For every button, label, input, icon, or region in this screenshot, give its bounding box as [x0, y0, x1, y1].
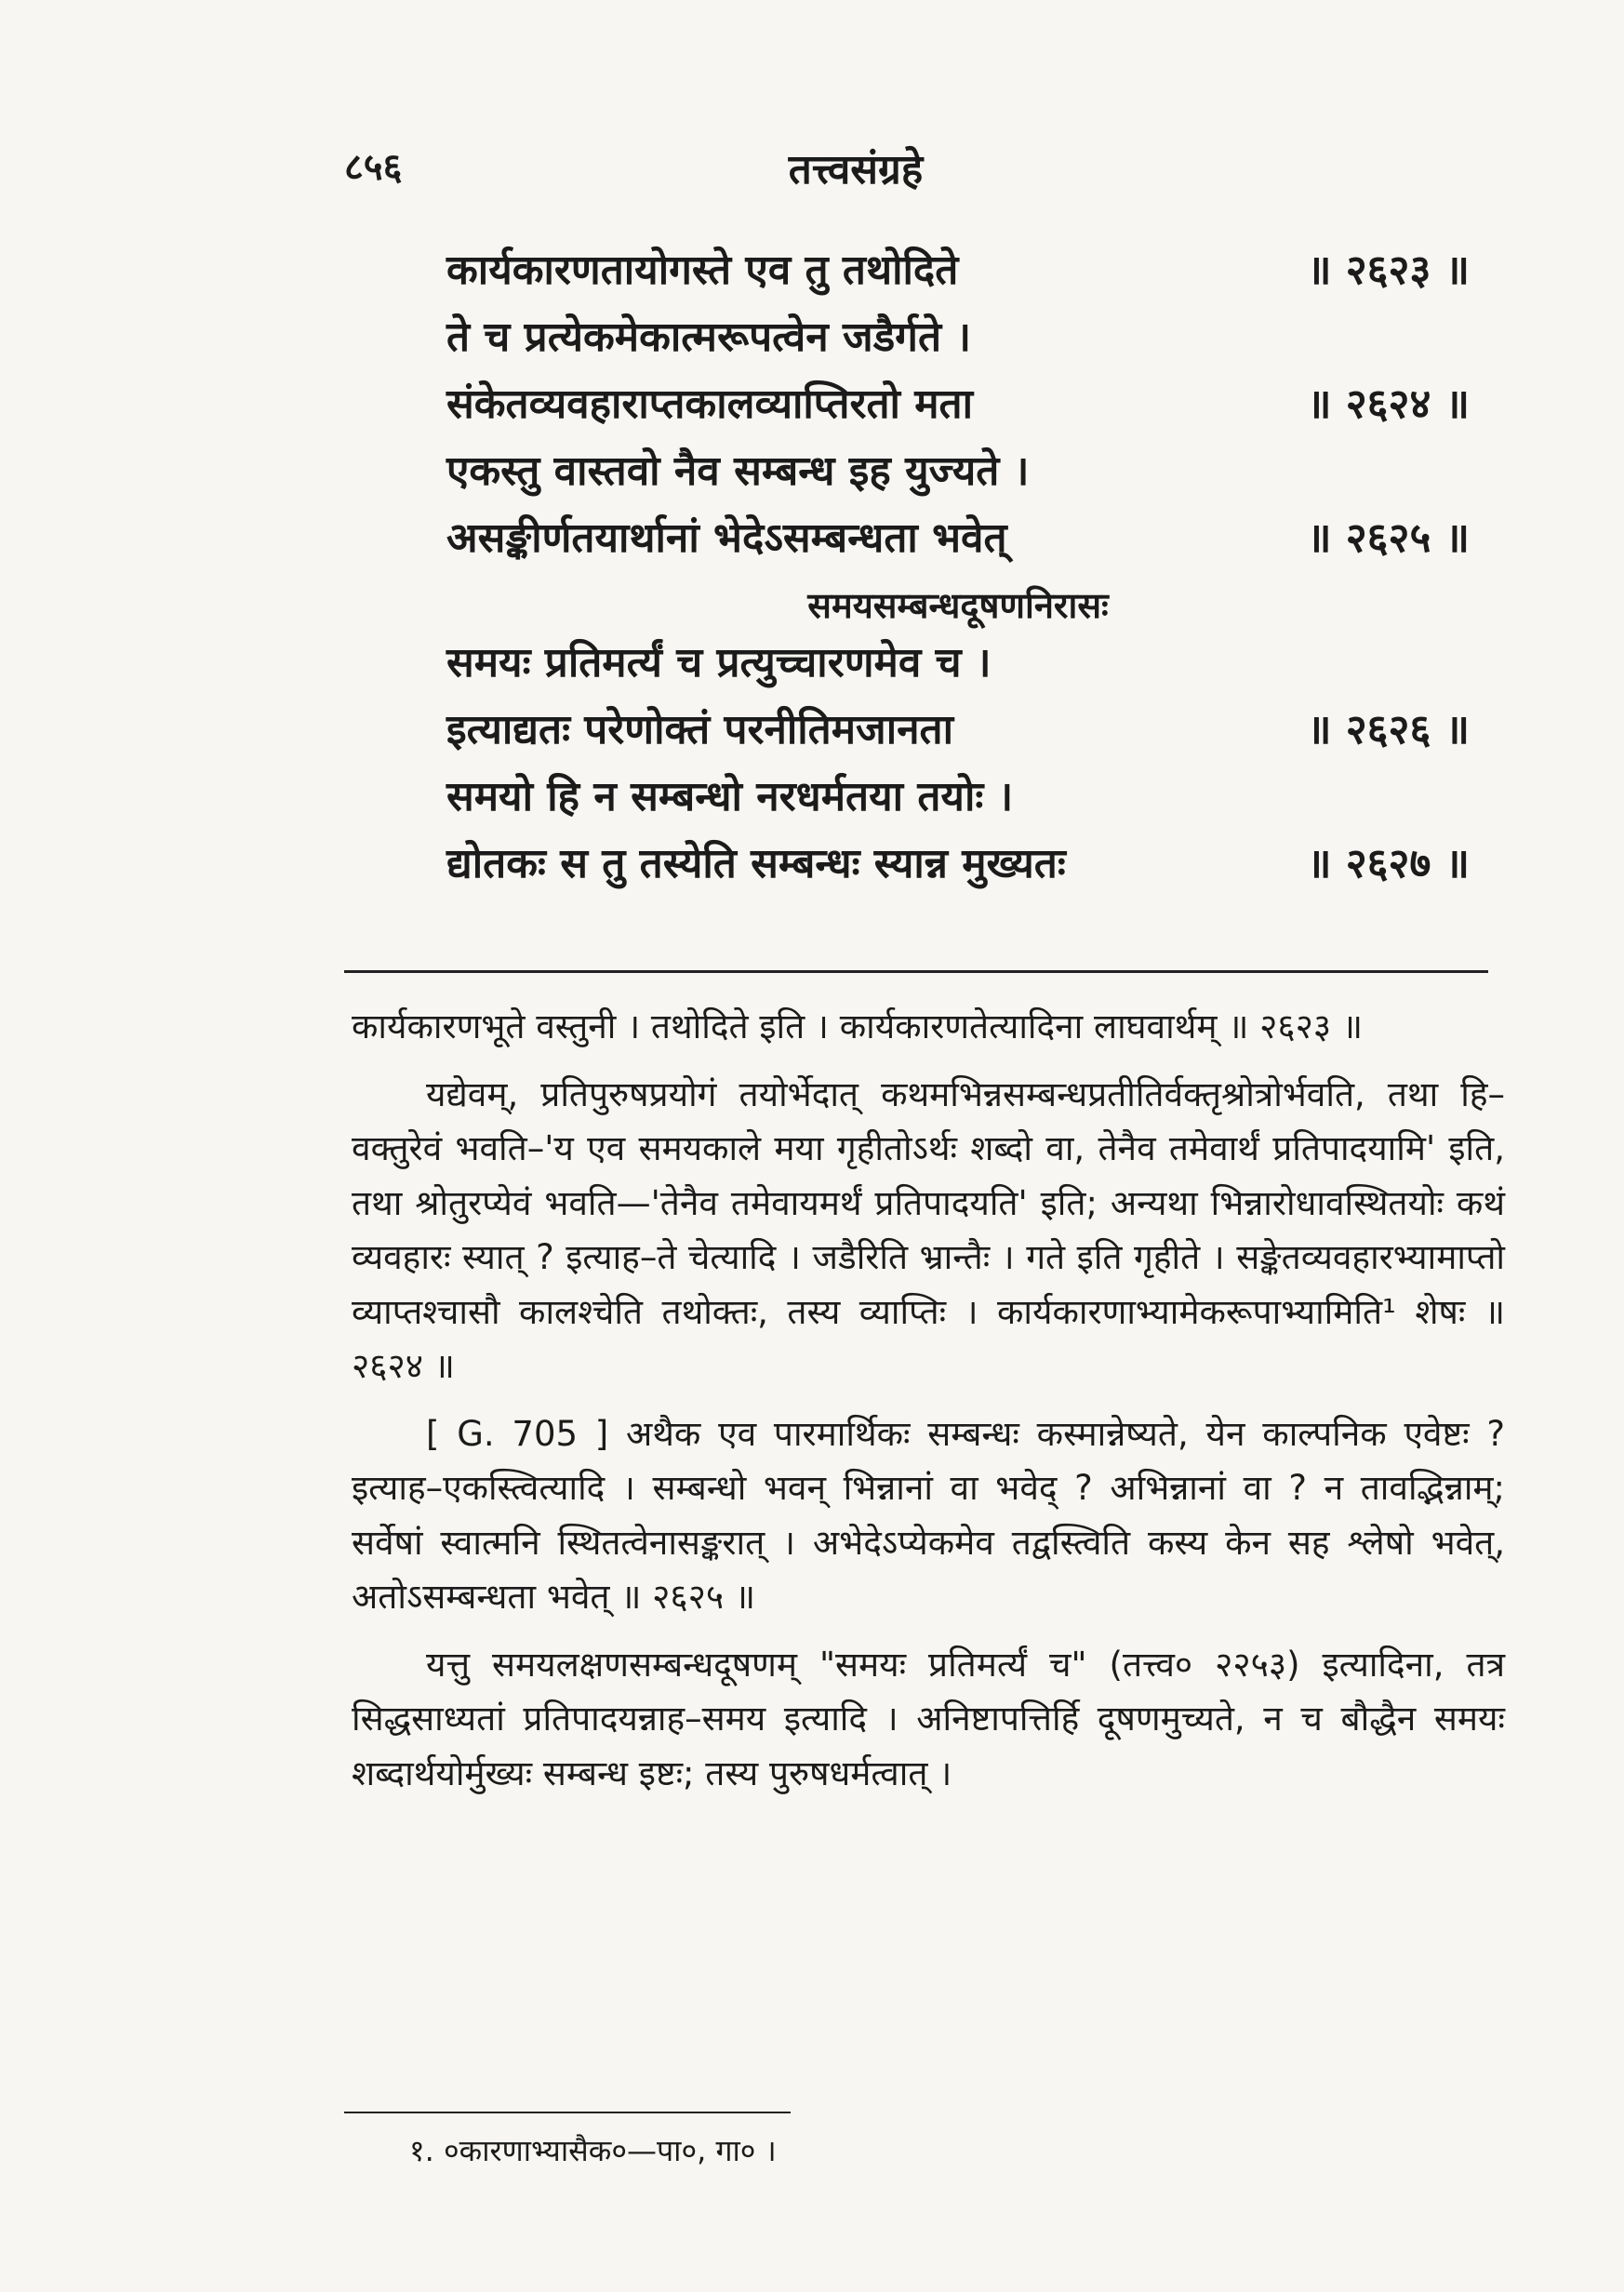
verse-line [446, 307, 1470, 374]
verse-line [446, 240, 1470, 307]
verse-line [446, 441, 1470, 508]
footnote: १. ०कारणाभ्यासैक०—पा०, गा० । [409, 2133, 777, 2168]
verse-line [446, 508, 1470, 575]
section-subheading: समयसम्बन्धदूषणनिरासः [807, 585, 1109, 626]
verse-number: ॥ २६२३ ॥ [1307, 247, 1470, 294]
commentary-block [352, 1000, 1505, 1814]
page-header [344, 140, 1460, 205]
verse-text: कार्यकारणतायोगस्ते एव तु तथोदिते [446, 247, 959, 294]
verse-text: समयो हि न सम्बन्धो नरधर्मतया तयोः । [446, 773, 1014, 820]
verse-block [446, 240, 1470, 900]
commentary-paragraph: [ G. 705 ] अथैक एव पारमार्थिकः सम्बन्धः कस्मान्नेष्यते, येन काल्पनिक एवेष्टः ? इत्याह–एकस्त्वित्यादि । सम्बन्धो भवन् भिन्नानां वा भवेद् ? अभिन्नानां वा ? न तावद्भिन्नाम्; सर्वेषां स्वात्मनि स्थितत्वेनासङ्करात् । अभेदेऽप्येकमेव तद्वस्त्विति कस्य केन सह श्लेषो भवेत्, अतोऽसम्बन्धता भवेत् ॥ २६२५ ॥ [352, 1413, 1505, 1617]
verse-number: ॥ २६२६ ॥ [1307, 706, 1470, 753]
verse-text: संकेतव्यवहाराप्तकालव्याप्तिरतो मता [446, 380, 974, 428]
divider-rule [344, 970, 1488, 973]
verse-text: असङ्कीर्णतयार्थानां भेदेऽसम्बन्धता भवेत् [446, 514, 1007, 562]
footnote-rule [344, 2112, 791, 2113]
verse-text: द्योतकः स तु तस्येति सम्बन्धः स्यान्न मुख्यतः [446, 840, 1066, 887]
commentary-paragraph: कार्यकारणभूते वस्तुनी । तथोदिते इति । कार्यकारणतेत्यादिना लाघवार्थम् ॥ २६२३ ॥ [352, 1006, 1364, 1046]
verse-text: एकस्तु वास्तवो नैव सम्बन्ध इह युज्यते । [446, 447, 1030, 495]
verse-number: ॥ २६२४ ॥ [1307, 380, 1470, 428]
verse-line [446, 833, 1470, 900]
commentary-paragraph: यद्येवम्, प्रतिपुरुषप्रयोगं तयोर्भेदात् कथमभिन्नसम्बन्धप्रतीतिर्वक्तृश्रोत्रोर्भवति, तथा हि–वक्तुरेवं भवति–'य एव समयकाले मया गृहीतोऽर्थः शब्दो वा, तेनैव तमेवार्थं प्रतिपादयामि' इति, तथा श्रोतुरप्येवं भवति—'तेनैव तमेवायमर्थं प्रतिपादयति' इति; अन्यथा भिन्नारोधावस्थितयोः कथं व्यवहारः स्यात् ? इत्याह–ते चेत्यादि । जडैरिति भ्रान्तैः । गते इति गृहीते । सङ्केतव्यवहारभ्यामाप्तो व्याप्तश्चासौ कालश्चेति तथोक्तः, तस्य व्याप्तिः । कार्यकारणाभ्यामेकरूपाभ्यामिति¹ शेषः ॥ २६२४ ॥ [352, 1073, 1505, 1386]
verse-line [446, 700, 1470, 766]
verse-text: ते च प्रत्येकमेकात्मरूपत्वेन जडैर्गते । [446, 313, 972, 361]
verse-number: ॥ २६२७ ॥ [1307, 840, 1470, 887]
page-number: ८५६ [344, 146, 403, 189]
commentary-paragraph: यत्तु समयलक्षणसम्बन्धदूषणम् "समयः प्रतिमर्त्यं च" (तत्त्व० २२५३) इत्यादिना, तत्र सिद्धसाध्यतां प्रतिपादयन्नाह–समय इत्यादि । अनिष्टापत्तिर्हि दूषणमुच्यते, न च बौद्धैन समयः शब्दार्थयोर्मुख्यः सम्बन्ध इष्टः; तस्य पुरुषधर्मत्वात् । [352, 1644, 1505, 1793]
verse-number: ॥ २६२५ ॥ [1307, 514, 1470, 562]
verse-line [446, 766, 1470, 833]
verse-text: इत्याद्यतः परेणोक्तं परनीतिमजानता [446, 706, 953, 753]
verse-text: समयः प्रतिमर्त्यं च प्रत्युच्चारणमेव च । [446, 639, 992, 686]
verse-line [446, 633, 1470, 700]
verse-line [446, 374, 1470, 441]
running-title: तत्त्वसंग्रहे [788, 146, 924, 193]
